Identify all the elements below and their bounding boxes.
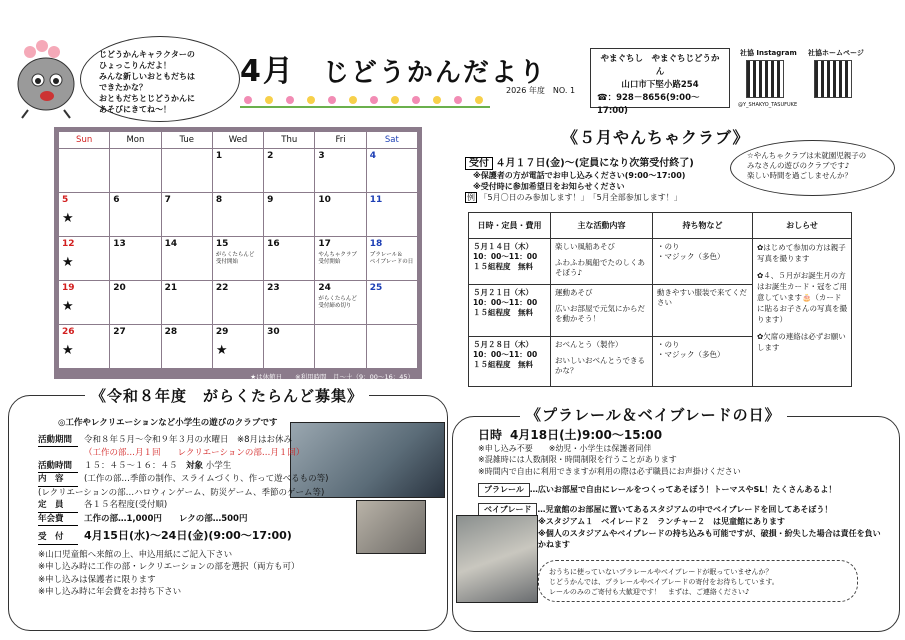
date-label: 日時 — [478, 428, 503, 442]
calendar-day — [264, 281, 315, 325]
calendar-day — [366, 193, 417, 237]
day-number: 14 — [164, 239, 178, 249]
day-number: 23 — [267, 283, 280, 293]
month-label: 4月 — [240, 54, 295, 89]
day-number: 24 — [318, 283, 331, 293]
calendar-day — [110, 149, 161, 193]
donation-line: じどうかんでは、プラレールやベイブレードの寄付をお待ちしています。 — [549, 578, 779, 586]
calendar-day — [212, 281, 263, 325]
garaku-title: 《令和８年度 がらくたらんど募集》 — [85, 385, 369, 406]
day-number: 5 — [62, 195, 69, 205]
calendar-day — [59, 193, 110, 237]
row-activity: おべんとう（製作） — [555, 340, 623, 349]
day-number: 3 — [318, 151, 325, 161]
calendar-day — [212, 193, 263, 237]
label-fee: 年会費 — [38, 513, 78, 527]
weekday-fri: Fri — [315, 132, 366, 149]
garaku-note: ※申し込みは保護者に限ります — [38, 574, 156, 585]
row-activity-desc: ふわふわ風船でたのしくあそぼう♪ — [555, 258, 645, 277]
day-number: 10 — [318, 195, 331, 205]
garaku-body — [38, 417, 398, 599]
reception-tag: 受付 — [465, 157, 493, 170]
plarail-text: …広いお部屋で自由にレールをつくってあそぼう！トーマスやSL！たくさんあるよ！ — [529, 485, 837, 494]
reception-note: ※保護者の方が電話でお申し込みください(9:00～17:00) — [473, 171, 686, 180]
weekday-wed: Wed — [212, 132, 263, 149]
weekday-tue: Tue — [161, 132, 212, 149]
plarail-note: ※申し込み不要 ※幼児・小学生は保護者同伴 — [478, 443, 652, 453]
row-capacity: １５組程度 無料 — [473, 262, 533, 271]
plarail-note: ※混雑時には人数制限・時間制限を行うことがあります — [478, 455, 677, 464]
calendar-day — [59, 325, 110, 369]
bubble-line: できたかな？ — [99, 83, 147, 92]
calendar-header-row — [59, 132, 418, 149]
day-number: 15 — [215, 239, 229, 249]
row-date: ５月１４日（木） — [473, 242, 533, 251]
reception-date: ４月１７日(金)～(定員になり次第受付終了) — [495, 158, 694, 169]
calendar — [54, 127, 422, 379]
day-number: 12 — [62, 239, 75, 249]
period-note: （工作の部…月１回 レクリエーションの部…月１回） — [84, 448, 305, 458]
closed-star-icon: ★ — [62, 211, 74, 226]
closed-star-icon: ★ — [62, 255, 74, 270]
label-content: 内 容 — [38, 473, 78, 487]
calendar-day — [212, 325, 263, 369]
content-text: (レクリエーションの部…ハロウィンゲーム、防災ゲーム、季節のゲーム等) — [38, 487, 325, 498]
time-text: １５：４５～１６：４５ — [84, 460, 178, 471]
yancha-title: 《５月やんちゃクラブ》 — [562, 128, 750, 147]
issue-info — [506, 85, 575, 96]
beyblade-tag: ベイブレード — [478, 503, 537, 517]
calendar-week — [59, 149, 418, 193]
calendar-day — [161, 237, 212, 281]
calendar-day — [110, 193, 161, 237]
day-number: 28 — [164, 327, 178, 337]
fiscal-year: 2026 年度 — [506, 86, 545, 95]
calendar-day — [212, 149, 263, 193]
phone-line: ☎：928－8656(9:00～17:00) — [597, 93, 700, 116]
row-items: 動きやすい服装で来てください — [653, 285, 753, 337]
bubble-line: みんな新しいおともだちは — [99, 72, 195, 81]
calendar-day — [59, 237, 110, 281]
calendar-day — [264, 149, 315, 193]
period-text: 令和８年５月～令和９年３月の水曜日 ※8月はお休み — [84, 434, 293, 445]
calendar-day — [366, 149, 417, 193]
garaku-subtitle: ◎工作やレクリエーションなど小学生の遊びのクラブです — [58, 418, 278, 428]
donation-line: おうちに使っていないプラレールやベイブレードが眠っていませんか？ — [549, 568, 773, 576]
address-box — [590, 48, 730, 116]
bubble-line: ☆やんちゃクラブは未就園児親子の — [747, 151, 867, 160]
day-number: 18 — [369, 239, 383, 249]
day-number: 29 — [215, 327, 229, 337]
row-time: 10：00～11：00 — [473, 252, 538, 261]
day-number: 21 — [164, 283, 178, 293]
calendar-day — [110, 325, 161, 369]
row-capacity: １５組程度 無料 — [473, 360, 533, 369]
closed-star-icon: ★ — [62, 299, 74, 314]
closed-star-icon: ★ — [215, 343, 228, 358]
calendar-day — [264, 325, 315, 369]
day-number: 7 — [164, 195, 171, 205]
homepage-label: 社協ホームページ — [808, 49, 864, 57]
reception-note: ※受付時に参加希望日をお知らせください — [473, 182, 625, 191]
calendar-day — [366, 325, 417, 369]
row-time: 10：00～11：00 — [473, 298, 538, 307]
calendar-day — [59, 149, 110, 193]
date-text: 4月18日(土)9:00～15:00 — [510, 428, 663, 442]
beyblade-text: …児童館のお部屋に置いてあるスタジアムの中でベイブレードを回してあそぼう！ — [537, 504, 833, 514]
day-event: がらくたらんど 受付開始 — [215, 252, 255, 265]
label-capacity: 定 員 — [38, 499, 78, 513]
issue-number: NO. 1 — [552, 86, 576, 95]
calendar-day — [366, 237, 417, 281]
garaku-note: ※山口児童館へ来館の上、申込用紙にご記入下さい — [38, 549, 233, 560]
page-title — [240, 46, 547, 90]
table-header: 主な活動内容 — [551, 213, 653, 239]
day-event: がらくたらんど 受付締め切り — [318, 296, 357, 309]
day-number: 30 — [267, 327, 280, 337]
mascot-illustration — [8, 38, 88, 120]
calendar-day — [110, 237, 161, 281]
instagram-handle: @Y_SHAKYO_TASUFUKE — [738, 102, 798, 108]
bubble-line: じどうかんキャラクターの — [99, 50, 195, 59]
calendar-day — [161, 149, 212, 193]
bubble-line: みなさんの遊びのクラブです♪ — [747, 161, 850, 170]
row-capacity: １５組程度 無料 — [473, 308, 533, 317]
calendar-week — [59, 237, 418, 281]
plarail-note: ※時間内で自由に利用できますが利用の際は必ず職員にお声掛けください — [478, 466, 741, 476]
table-header: 持ち物など — [653, 213, 753, 239]
row-date: ５月２８日（木） — [473, 340, 533, 349]
calendar-day — [366, 281, 417, 325]
instagram-qr-icon[interactable] — [746, 60, 784, 98]
yancha-table — [468, 212, 852, 387]
weekday-thu: Thu — [264, 132, 315, 149]
row-items: ・のり ・マジック（多色） — [653, 337, 753, 387]
day-number: 27 — [113, 327, 126, 337]
day-number: 13 — [113, 239, 126, 249]
row-date: ５月２１日（木） — [473, 288, 533, 297]
calendar-week — [59, 193, 418, 237]
reception-text: 4月15日(水)～24日(金)(9:00～17:00) — [84, 529, 292, 542]
row-activity-desc: おいしいおべんとうできるかな？ — [555, 356, 645, 375]
day-number: 26 — [62, 327, 75, 337]
day-number: 1 — [215, 151, 223, 161]
beyblade-note: ※個人のスタジアムやベイブレードの持ち込みも可能ですが、破損・紛失した場合は責任を負いかねます — [538, 528, 881, 549]
garaku-note: ※申し込み時に工作の部・レクリエーションの部を選択（両方も可） — [38, 562, 300, 572]
calendar-day — [315, 325, 366, 369]
address-line: 山口市下堅小路254 — [621, 80, 699, 90]
day-number: 11 — [369, 195, 383, 205]
row-activity: 運動あそび — [555, 288, 593, 297]
weekday-mon: Mon — [110, 132, 161, 149]
content-text: (工作の部…季節の制作、スライムづくり、作って遊べるもの等) — [84, 474, 329, 484]
plarail-tag: プラレール — [478, 483, 530, 497]
calendar-day — [161, 325, 212, 369]
calendar-day — [161, 281, 212, 325]
calendar-day — [264, 193, 315, 237]
calendar-day — [161, 193, 212, 237]
notice-item: ✿欠席の連絡は必ずお願いします — [757, 332, 846, 352]
day-number: 2 — [267, 151, 274, 161]
day-number: 25 — [369, 283, 383, 293]
day-number: 19 — [62, 283, 75, 293]
mascot-speech-bubble — [80, 36, 240, 122]
instagram-label: 社協 Instagram — [740, 49, 797, 57]
calendar-day — [315, 281, 366, 325]
calendar-day — [315, 237, 366, 281]
row-items: ・のり ・マジック（多色） — [653, 239, 753, 285]
target-text: 小学生 — [205, 460, 232, 471]
example-text: 「5月〇日のみ参加します！」 「5月全部参加します！」 — [479, 193, 682, 202]
day-number: 6 — [113, 195, 120, 205]
bubble-line: おともだちとじどうかんに — [99, 94, 195, 103]
day-number: 8 — [215, 195, 223, 205]
calendar-note: ★は休館日 ※利用時間 月～土（9：00～16：45） — [250, 373, 414, 381]
bubble-line: あそびにきてね～！ — [99, 105, 171, 114]
table-row — [469, 239, 852, 285]
day-event: プラレール＆ ベイブレードの日 — [369, 252, 414, 265]
calendar-week — [59, 281, 418, 325]
title-text: じどうかんだより — [322, 58, 547, 88]
bubble-line: 楽しい時間を過ごしませんか？ — [747, 171, 852, 180]
row-time: 10：00～11：00 — [473, 350, 538, 359]
calendar-day — [264, 237, 315, 281]
plarail-title: 《プラレール＆ベイブレードの日》 — [520, 404, 787, 425]
weekday-sat: Sat — [366, 132, 417, 149]
day-number: 4 — [369, 151, 376, 161]
example-tag: 例 — [467, 193, 475, 202]
day-event: やんちゃクラブ 受付開始 — [318, 252, 357, 265]
bubble-line: ひょっこりんだよ！ — [99, 61, 171, 70]
calendar-day — [315, 149, 366, 193]
label-period: 活動期間 — [38, 434, 78, 448]
donation-box — [538, 560, 858, 602]
calendar-day — [315, 193, 366, 237]
closed-star-icon: ★ — [62, 343, 74, 358]
label-target: 対象 — [186, 460, 204, 471]
calendar-week — [59, 325, 418, 369]
fee-text: 工作の部…1,000円 レクの部…500円 — [84, 513, 248, 524]
capacity-text: 各１５名程度(受付順) — [84, 500, 168, 510]
day-number: 16 — [267, 239, 280, 249]
notice-item: ✿４、５月がお誕生月の方はお誕生カード・冠をご用意しています🎂（カードに貼るお子さんの写真を撮ります） — [757, 271, 847, 324]
plarail-photo — [456, 515, 538, 603]
weekday-sun: Sun — [59, 132, 110, 149]
donation-line: レールのみのご寄付も大歓迎です！ まずは、ご連絡ください♪ — [549, 588, 750, 596]
table-header: おしらせ — [753, 213, 852, 239]
day-number: 17 — [318, 239, 331, 249]
row-activity-desc: 広いお部屋で元気にからだを動かそう！ — [555, 304, 645, 323]
beyblade-note: ※スタジアム１ ベイレード２ ランチャー２ は児童館にあります — [538, 517, 785, 526]
table-header: 日時・定員・費用 — [469, 213, 551, 239]
day-number: 22 — [215, 283, 229, 293]
label-reception: 受 付 — [38, 531, 78, 545]
calendar-day — [212, 237, 263, 281]
notice-item: ✿はじめて参加の方は親子写真を撮ります — [757, 243, 846, 263]
yancha-reception — [465, 157, 755, 203]
day-number: 9 — [267, 195, 274, 205]
row-activity: 楽しい風船あそび — [555, 242, 615, 251]
garaku-note: ※申し込み時に年会費をお持ち下さい — [38, 587, 182, 597]
homepage-qr-icon[interactable] — [814, 60, 852, 98]
calendar-day — [59, 281, 110, 325]
plarail-body — [478, 430, 888, 551]
label-time: 活動時間 — [38, 460, 78, 474]
day-number: 20 — [113, 283, 126, 293]
calendar-day — [110, 281, 161, 325]
org-name: やまぐちし やまぐちじどうかん — [600, 54, 720, 77]
